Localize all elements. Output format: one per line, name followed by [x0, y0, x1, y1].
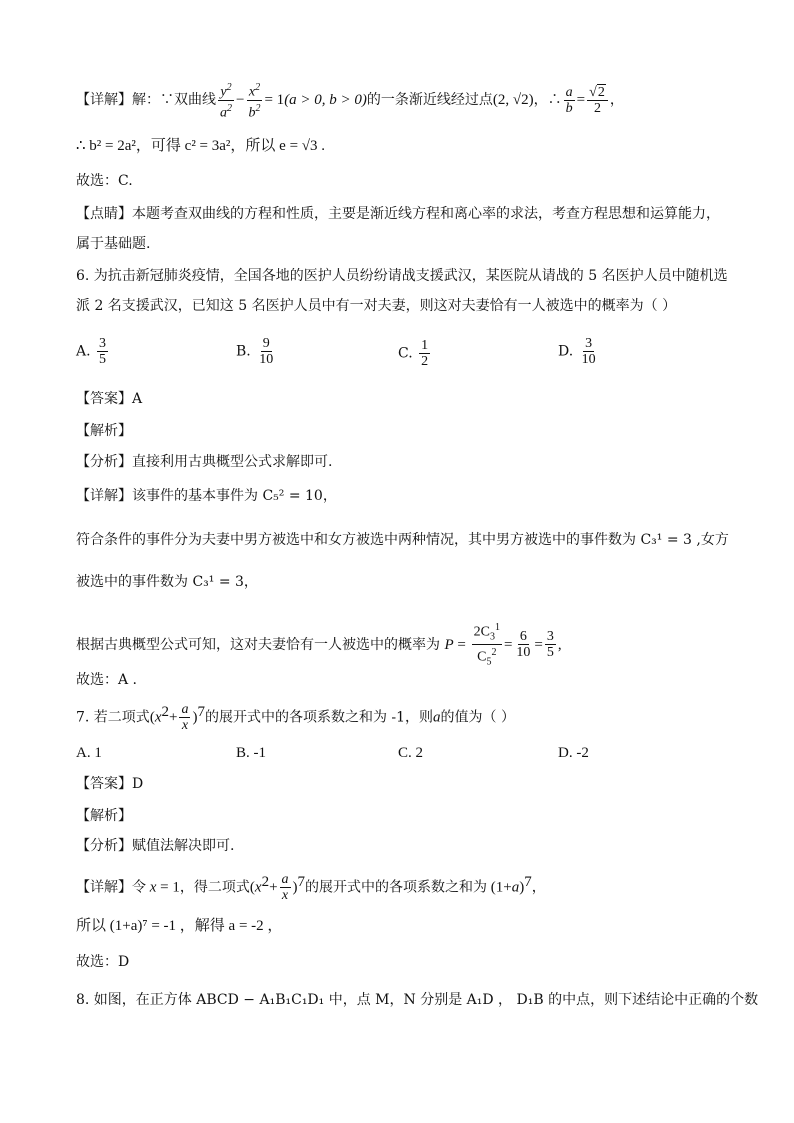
fraction-3-5: $\frac{3}{5}$ [546, 629, 554, 661]
fraction-x2-b2: $\frac{x^2}{b^2}$ [248, 82, 261, 121]
question-6-line2: 派 2 名支援武汉，已知这 5 名医护人员中有一对夫妻，则这对夫妻恰有一人被选中的概率为（ ） [76, 298, 677, 314]
detail-7-line2: 所以 (1+a)⁷ = -1 ，解得 a = -2 ， [76, 918, 283, 934]
comment-5-line1: 【点睛】本题考查双曲线的方程和性质，主要是渐近线方程和离心率的求法，考查方程思想和运算能力， [76, 206, 720, 222]
option-7-b: B. -1 [236, 745, 266, 761]
detail-6-line1: 【详解】该事件的基本事件为 C₅² = 10， [76, 488, 337, 504]
option-6-b: B. $\frac{9}{10}$ [236, 336, 274, 367]
fenxi-6: 【分析】直接利用古典概型公式求解即可. [76, 454, 333, 470]
fenxi-7: 【分析】赋值法解决即可. [76, 838, 235, 854]
fraction-y2-a2: $\frac{y^2}{a^2}$ [220, 82, 232, 121]
answer-7: 【答案】D [76, 776, 144, 792]
detail-6-line2: 符合条件的事件分为夫妻中男方被选中和女方被选中两种情况，其中男方被选中的事件数为 C₃¹ = 3 ,女方 [76, 532, 729, 548]
analysis-7: 【解析】 [76, 808, 132, 824]
detail-6-line4: 根据古典概型公式可知，这对夫妻恰有一人被选中的概率为 P = $\frac{2C_3^1}{C_5^2}$ = $\frac{6}{10}$ = $\frac{3}{5}$ , [76, 622, 562, 668]
question-7-line1: 7. 若二项式($x^2+$ $\frac{a}{x}$ )$^7$的展开式中的各项系数之和为 -1，则a的值为（ ） [76, 702, 515, 734]
comment-5-line2: 属于基础题. [76, 236, 151, 252]
final-6: 故选：A . [76, 672, 138, 688]
detail-7-line1: 【详解】令 x = 1，得二项式($x^2+$ $\frac{a}{x}$ )$^7$的展开式中的各项系数之和为 $(1+a)^7$， [76, 872, 546, 904]
option-7-d: D. -2 [558, 745, 589, 761]
fraction-2c31-c52: $\frac{2C_3^1}{C_5^2}$ [473, 622, 500, 668]
option-7-c: C. 2 [398, 745, 424, 761]
fraction-6-10: $\frac{6}{10}$ [516, 629, 531, 661]
answer-6: 【答案】A [76, 391, 143, 407]
fraction-a-b: $\frac{a}{b}$ [565, 84, 573, 116]
option-6-a: A. $\frac{3}{5}$ [76, 336, 107, 367]
detail-5-line2: ∴ b² = 2a²，可得 c² = 3a²，所以 e = √3 . [76, 138, 326, 154]
option-7-a: A. 1 [76, 745, 102, 761]
detail-tag: 【详解】 [76, 92, 132, 109]
analysis-6: 【解析】 [76, 423, 132, 439]
question-6-line1: 6. 为抗击新冠肺炎疫情，全国各地的医护人员纷纷请战支援武汉，某医院从请战的 5 名医护人员中随机选 [76, 268, 728, 284]
fraction-sqrt2-2: $\frac{√2}{2}$ [587, 85, 608, 116]
option-6-d: D. $\frac{3}{10}$ [558, 336, 596, 367]
option-6-c: C. $\frac{1}{2}$ [398, 338, 429, 369]
fraction-a-x-2: $\frac{a}{x}$ [281, 872, 289, 904]
fraction-a-x: $\frac{a}{x}$ [181, 702, 189, 734]
question-8-line1: 8. 如图，在正方体 ABCD − A₁B₁C₁D₁ 中，点 M，N 分别是 A₁D ， D₁B 的中点，则下述结论中正确的个数 [76, 992, 759, 1008]
detail-6-line3: 被选中的事件数为 C₃¹ = 3， [76, 574, 258, 590]
answer-5: 故选：C. [76, 173, 133, 189]
detail-5-line1: 【详解】解：∵双曲线 $\frac{y^2}{a^2}$ − $\frac{x^2}{b^2}$ = 1(a > 0, b > 0)的一条渐近线经过点(2, √2)，∴ $\frac{a}{b}$ = $\frac{√2}{2}$ ， [76, 82, 624, 121]
final-7: 故选：D [76, 954, 130, 970]
